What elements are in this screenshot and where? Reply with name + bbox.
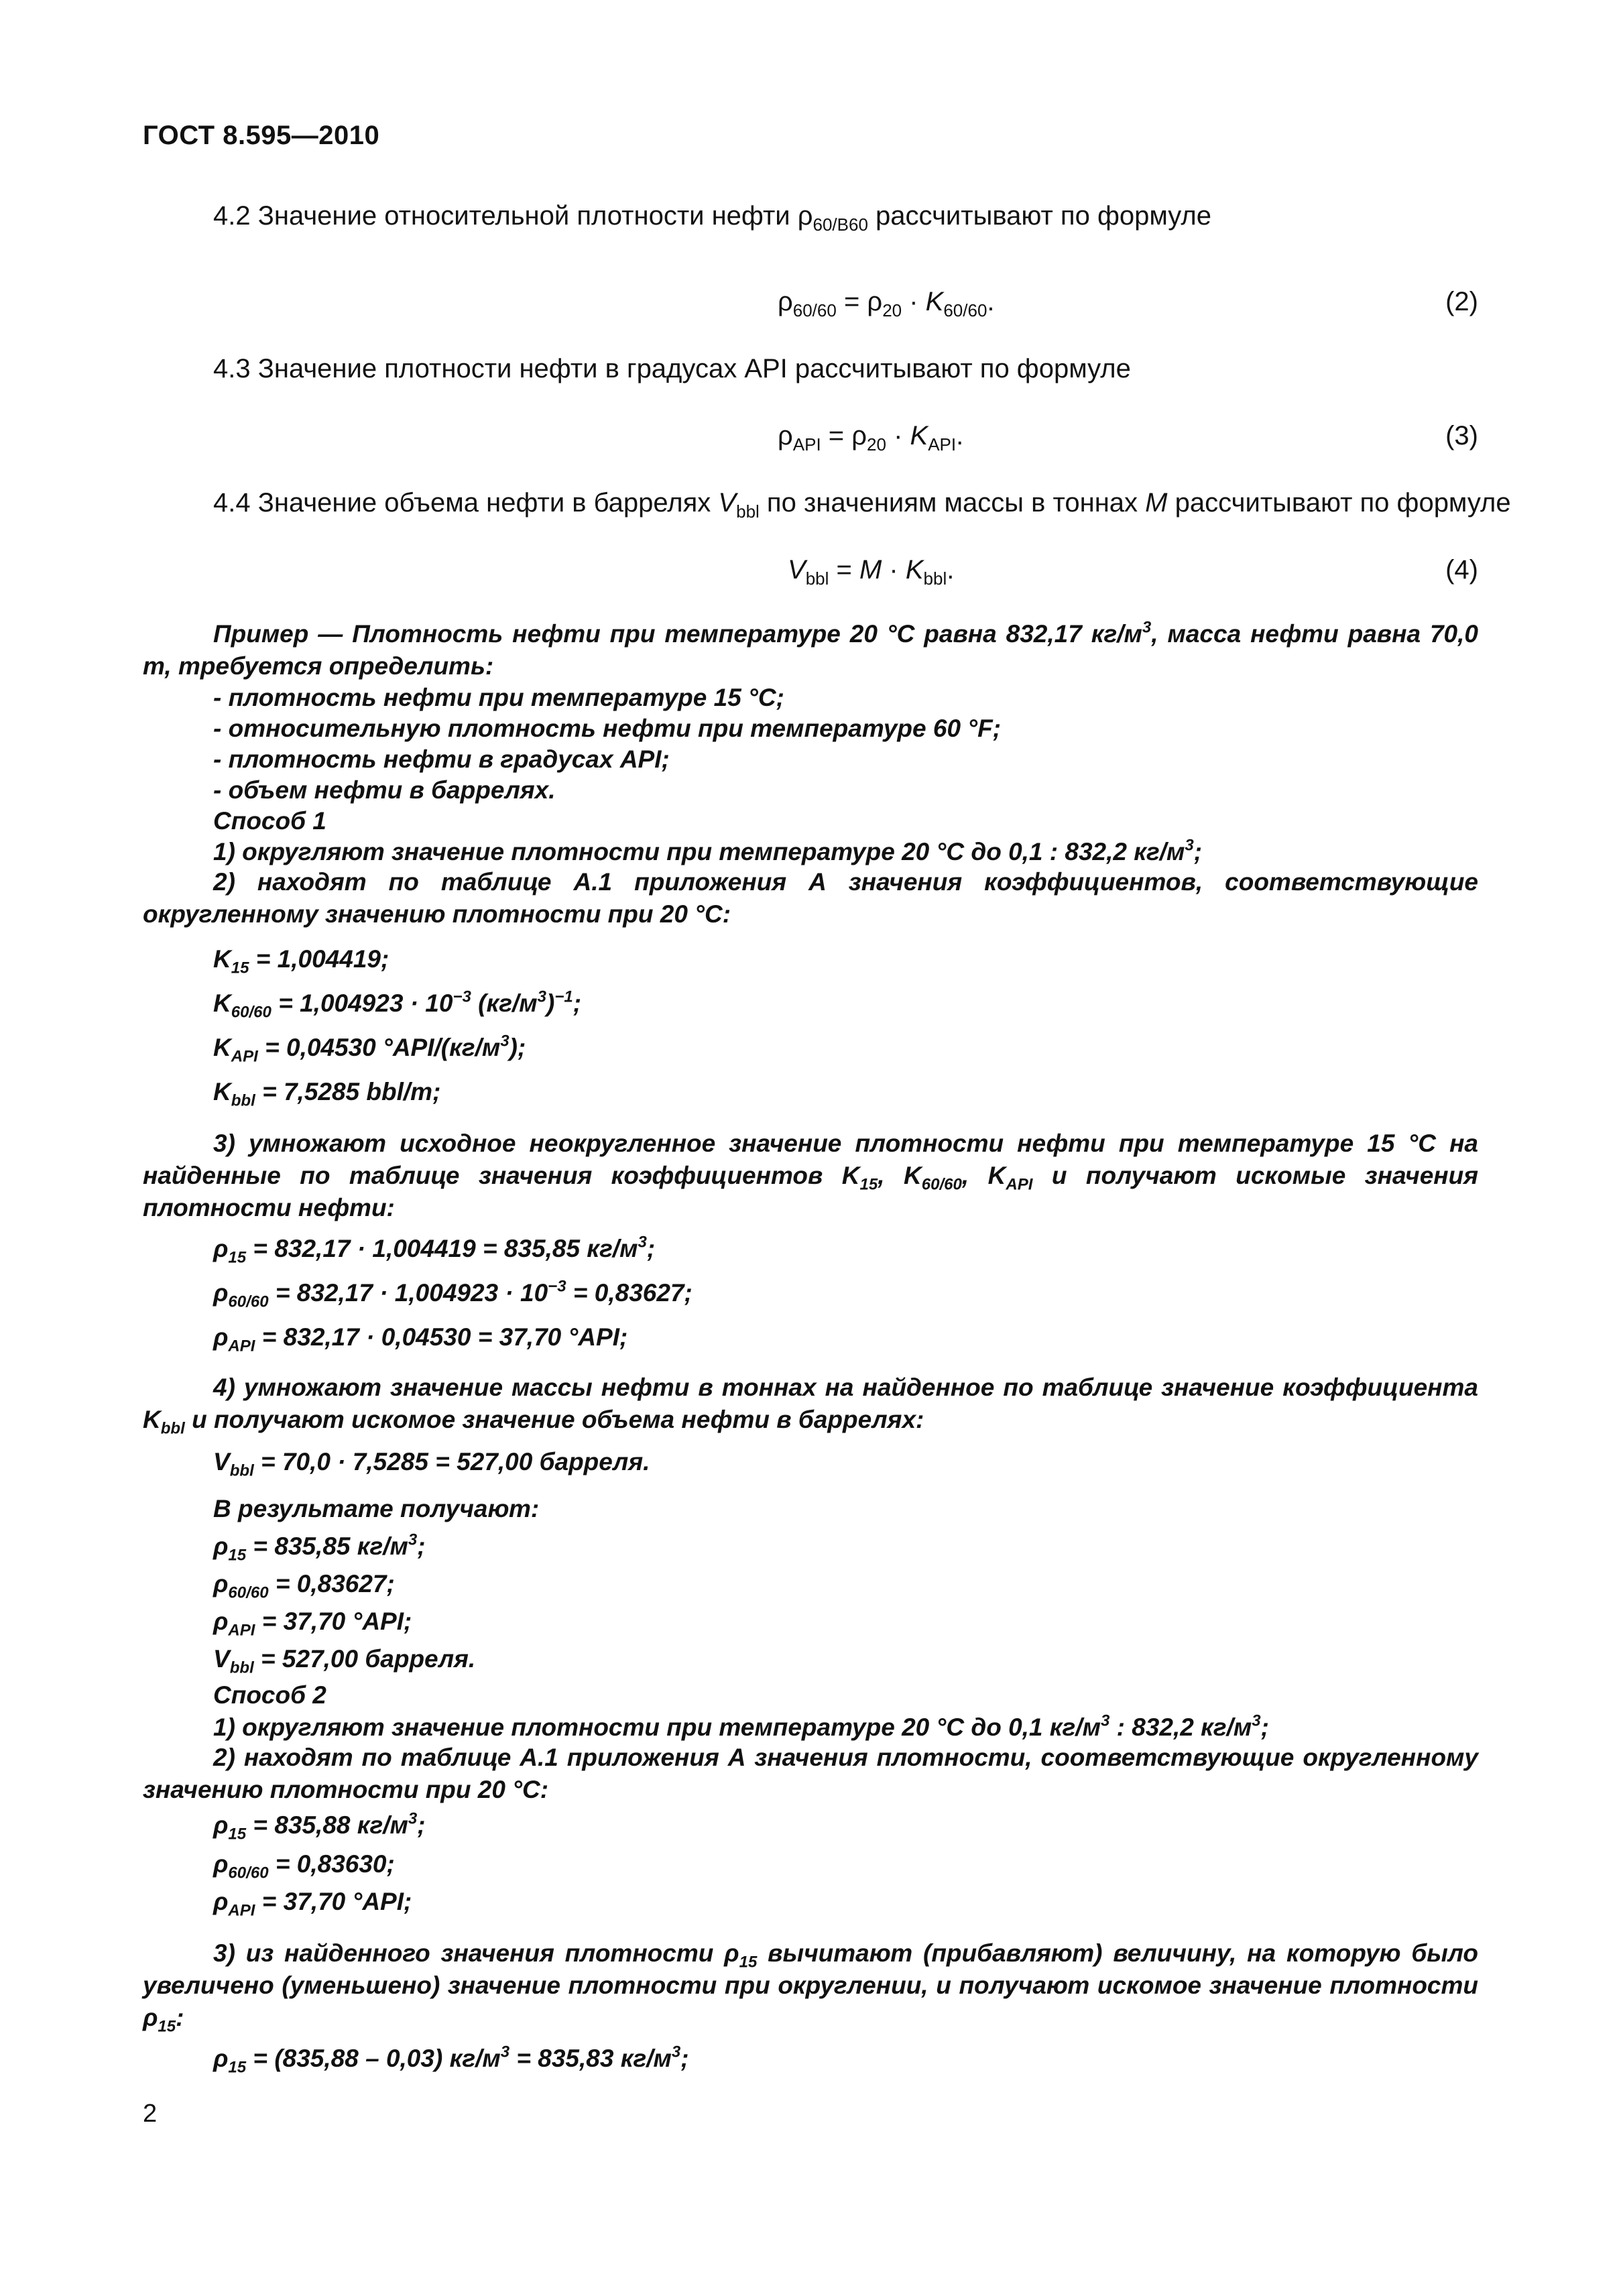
- result-line: $\rho_{60/60} = 0,83627$;: [213, 1570, 395, 1602]
- coef-kbbl: $K_{bbl} = 7,5285$ bbl/т;: [213, 1078, 441, 1110]
- formula-2: $\rho_{60/60} = \rho_{20} \cdot K_{60/60}$.: [778, 287, 995, 321]
- calc-rho6060: $\rho_{60/60} = 832,17 \cdot 1,004923 \cdot 10^{-3} = 0,83627$;: [213, 1277, 693, 1311]
- formula-2-number: (2): [1445, 287, 1478, 316]
- calc-rho15: $\rho_{15} = 832,17 \cdot 1,004419 = 835,85$ $кг/м^3$;: [213, 1233, 656, 1267]
- section-4-4: 4.4 Значение объема нефти в баррелях $V_{bbl}$ по значениям массы в тоннах M рассчитывают по формуле: [213, 488, 1511, 522]
- result-line: $\rho_{15} = 835,85$ $кг/м^3$;: [213, 1530, 426, 1565]
- formula-4-number: (4): [1445, 555, 1478, 585]
- example-item: - объем нефти в баррелях.: [213, 776, 556, 804]
- method-1-step-1: 1) округляют значение плотности при температуре 20 °С до 0,1 : 832,2 $кг/м^3$;: [213, 836, 1203, 865]
- method-2-title: Способ 2: [213, 1681, 326, 1709]
- example-item: - плотность нефти при температуре 15 °С;: [213, 684, 784, 711]
- section-4-2: 4.2 Значение относительной плотности нефти $\rho_{60/В60}$ рассчитывают по формуле: [213, 201, 1211, 235]
- method-2-step-2: 2) находят по таблице А.1 приложения А значения плотности, соответствующие округленному значению плотности при 20 °С:: [143, 1744, 1478, 1803]
- method-2-value: $\rho_{API} = 37,70$ °API;: [213, 1888, 412, 1920]
- method-1-step-4: 4) умножают значение массы нефти в тоннах на найденное по таблице значение коэффициента $K_{bbl}$ и получают искомое значение объема нефти в баррелях:: [143, 1374, 1478, 1438]
- standard-header: ГОСТ 8.595—2010: [143, 121, 380, 150]
- example-item: - плотность нефти в градусах API;: [213, 745, 670, 773]
- example-item: - относительную плотность нефти при температуре 60 °F;: [213, 715, 1002, 742]
- coef-k6060: $K_{60/60} = 1,004923 \cdot 10^{-3}$ $(кг/м^3)^{-1}$;: [213, 987, 582, 1022]
- calc-vbbl: $V_{bbl} = 70,0 \cdot 7,5285 = 527,00$ барреля.: [213, 1448, 650, 1480]
- example-intro: Пример — Плотность нефти при температуре 20 °С равна 832,17 $кг/м^3$, масса нефти равна 70,0 т, требуется определить:: [143, 618, 1478, 680]
- result-title: В результате получают:: [213, 1495, 540, 1522]
- method-1-step-2: 2) находят по таблице А.1 приложения А значения коэффициентов, соответствующие округленному значению плотности при 20 °С:: [143, 868, 1478, 928]
- coef-k15: $K_{15} = 1,004419$;: [213, 945, 389, 977]
- result-line: $\rho_{API} = 37,70$ °API;: [213, 1608, 412, 1640]
- method-1-step-3: 3) умножают исходное неокругленное значение плотности нефти при температуре 15 °С на найденные по таблице значения коэффициентов $K_{15}$, $K_{60/60}$, $K_{API}$ и получают искомые значения плотности нефти:: [143, 1130, 1479, 1221]
- method-2-value: $\rho_{60/60} = 0,83630$;: [213, 1850, 395, 1882]
- result-line: $V_{bbl} = 527,00$ барреля.: [213, 1645, 476, 1677]
- calc-rhoapi: $\rho_{API} = 832,17 \cdot 0,04530 = 37,70$ °API;: [213, 1323, 628, 1355]
- method-2-step-3: 3) из найденного значения плотности $\rho_{15}$ вычитают (прибавляют) величину, на которую было увеличено (уменьшено) значение плотности при округлении, и получают искомое значение плотности $\rho_{15}$:: [143, 1939, 1478, 2036]
- method-2-value: $\rho_{15} = 835,88$ $кг/м^3$;: [213, 1809, 426, 1844]
- section-4-3: 4.3 Значение плотности нефти в градусах API рассчитывают по формуле: [213, 354, 1131, 383]
- page-number: 2: [143, 2100, 158, 2128]
- formula-3: $\rho_{API} = \rho_{20} \cdot K_{API}$.: [778, 421, 964, 455]
- formula-4: $V_{bbl} = M \cdot K_{bbl}$.: [788, 555, 955, 589]
- method-2-final: $\rho_{15} = (835,88 - 0,03) кг/м^3 = 835,83$ $кг/м^3$;: [213, 2043, 689, 2077]
- method-2-step-1: 1) округляют значение плотности при температуре 20 °С до 0,1 $кг/м^3$ : 832,2 $кг/м^3$;: [213, 1711, 1269, 1741]
- formula-3-number: (3): [1445, 421, 1478, 450]
- method-1-title: Способ 1: [213, 807, 326, 835]
- coef-kapi: $K_{API} = 0,04530$ $^\circ API/(кг/м^3)$;: [213, 1032, 526, 1066]
